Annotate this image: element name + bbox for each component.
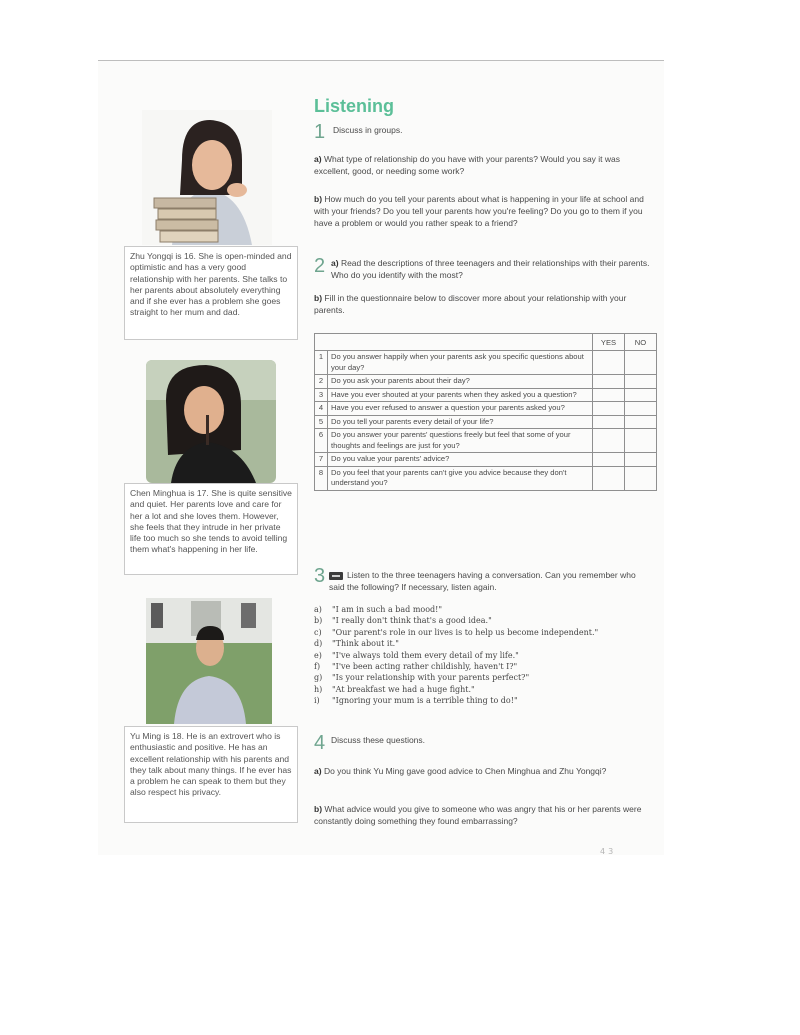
table-row [315, 466, 657, 490]
exercise-4-number: 4 [314, 732, 326, 754]
no-cell[interactable] [625, 466, 657, 490]
quote-letter: c) [314, 627, 322, 637]
yes-cell[interactable] [593, 388, 625, 402]
cd-audio-icon[interactable] [329, 572, 343, 580]
quote-letter: f) [314, 662, 321, 672]
quote-letter: i) [314, 696, 320, 706]
exercise-4b-text: What advice would you give to someone who was angry that his or her parents were constantly doing something they found embarrassing? [314, 804, 642, 826]
exercise-4a [314, 765, 654, 777]
quote-letter: h) [314, 684, 323, 694]
yes-cell[interactable] [593, 453, 625, 467]
quote-text: "Think about it." [332, 639, 399, 649]
row-question: Have you ever refused to answer a question your parents asked you? [328, 402, 593, 416]
quote-letter: e) [314, 650, 322, 660]
row-question: Do you tell your parents every detail of your life? [328, 415, 593, 429]
exercise-1a [314, 153, 654, 177]
questionnaire-header-blank [315, 334, 593, 351]
exercise-3-number: 3 [314, 565, 326, 587]
quote-text: "Is your relationship with your parents perfect?" [332, 673, 530, 683]
table-row [315, 402, 657, 416]
no-cell[interactable] [625, 415, 657, 429]
section-title: Listening [314, 96, 394, 116]
list-item [314, 684, 664, 695]
quote-text: "I've always told them every detail of my life." [332, 650, 519, 660]
list-item [314, 650, 664, 661]
row-number: 6 [315, 429, 328, 453]
quote-text: "I've been acting rather childishly, haven't I?" [332, 662, 518, 672]
exercise-1a-label: a) [314, 154, 322, 164]
row-number: 2 [315, 375, 328, 389]
table-row [315, 388, 657, 402]
no-cell[interactable] [625, 388, 657, 402]
exercise-2-number: 2 [314, 255, 326, 277]
quote-text: "Ignoring your mum is a terrible thing to do!" [332, 696, 518, 706]
no-cell[interactable] [625, 453, 657, 467]
yes-cell[interactable] [593, 466, 625, 490]
row-question: Do you answer your parents' questions freely but feel that some of your thoughts and feelings are just for you? [328, 429, 593, 453]
yes-column-header: YES [593, 334, 625, 351]
no-cell[interactable] [625, 375, 657, 389]
row-question: Do you ask your parents about their day? [328, 375, 593, 389]
row-question: Have you ever shouted at your parents when they asked you a question? [328, 388, 593, 402]
exercise-1b [314, 193, 654, 229]
row-question: Do you feel that your parents can't give you advice because they don't understand you? [328, 466, 593, 490]
quote-letter: g) [314, 673, 323, 683]
exercise-1-number: 1 [314, 121, 326, 143]
no-cell[interactable] [625, 429, 657, 453]
table-row [315, 415, 657, 429]
list-item [314, 672, 664, 683]
no-cell[interactable] [625, 351, 657, 375]
quote-text: "I really don't think that's a good idea." [332, 616, 492, 626]
exercise-3-instruction-block [329, 569, 649, 593]
list-item [314, 604, 664, 615]
row-number: 7 [315, 453, 328, 467]
row-question: Do you answer happily when your parents ask you specific questions about your day? [328, 351, 593, 375]
yes-cell[interactable] [593, 415, 625, 429]
row-number: 8 [315, 466, 328, 490]
yes-cell[interactable] [593, 402, 625, 416]
exercise-4a-text: Do you think Yu Ming gave good advice to Chen Minghua and Zhu Yongqi? [323, 766, 607, 776]
table-row [315, 351, 657, 375]
exercise-2a [331, 257, 656, 281]
exercise-2b [314, 292, 654, 316]
list-item [314, 661, 664, 672]
exercise-2b-text: Fill in the questionnaire below to discover more about your relationship with your parents. [314, 293, 627, 315]
exercise-4b-label: b) [314, 804, 323, 814]
photo-zhu-yongqi [142, 110, 272, 245]
row-number: 5 [315, 415, 328, 429]
exercise-1-instruction: Discuss in groups. [333, 125, 403, 135]
quote-text: "Our parent's role in our lives is to help us become independent." [332, 627, 599, 637]
list-item [314, 695, 664, 706]
exercise-2a-label: a) [331, 258, 339, 268]
row-number: 1 [315, 351, 328, 375]
exercise-1b-text: How much do you tell your parents about what is happening in your life at school and with your friends? Do you tell your parents how you're feeling? Do you go to them if you have a problem or would you rather speak to a friend? [314, 194, 644, 228]
yes-cell[interactable] [593, 351, 625, 375]
quote-text: "I am in such a bad mood!" [332, 605, 443, 614]
exercise-3-instruction: Listen to the three teenagers having a conversation. Can you remember who said the following? If necessary, listen again. [329, 570, 636, 592]
quotes-list [314, 604, 664, 707]
yes-cell[interactable] [593, 429, 625, 453]
table-row [315, 375, 657, 389]
list-item [314, 615, 664, 626]
top-rule [98, 60, 664, 61]
photo-chen-minghua [146, 360, 276, 483]
list-item [314, 638, 664, 649]
yes-cell[interactable] [593, 375, 625, 389]
exercise-1a-text: What type of relationship do you have with your parents? Would you say it was excellent, good, or needing some work? [314, 154, 621, 176]
caption-yu-ming: Yu Ming is 18. He is an extrovert who is enthusiastic and positive. He has an excellent relationship with his parents and they talk about many things. If he ever has a problem he can speak to them but they also respect his privacy. [124, 726, 298, 823]
exercise-2a-text: Read the descriptions of three teenagers and their relationships with their parents. Who do you identify with the most? [331, 258, 650, 280]
exercise-4b [314, 803, 654, 827]
caption-zhu-yongqi: Zhu Yongqi is 16. She is open-minded and optimistic and has a very good relationship with her parents. She talks to her parents about absolutely everything and if she ever has a problem she goes straight to her mum and dad. [124, 246, 298, 340]
row-question: Do you value your parents' advice? [328, 453, 593, 467]
no-cell[interactable] [625, 402, 657, 416]
questionnaire-header-row [315, 334, 657, 351]
quote-text: "At breakfast we had a huge fight." [332, 684, 475, 694]
no-column-header: NO [625, 334, 657, 351]
exercise-4-instruction: Discuss these questions. [331, 735, 426, 745]
questionnaire-table [314, 333, 657, 491]
page-number: 43 [600, 847, 617, 856]
row-number: 3 [315, 388, 328, 402]
row-number: 4 [315, 402, 328, 416]
quote-letter: b) [314, 616, 323, 626]
list-item [314, 627, 664, 638]
exercise-2b-label: b) [314, 293, 323, 303]
caption-chen-minghua: Chen Minghua is 17. She is quite sensitive and quiet. Her parents love and care for her a lot and she loves them. However, she feels that they intrude in her private life too much so she tends to avoid telling them what's happening in her life. [124, 483, 298, 575]
exercise-1b-label: b) [314, 194, 323, 204]
exercise-4a-label: a) [314, 766, 322, 776]
photo-yu-ming [146, 598, 272, 724]
table-row [315, 453, 657, 467]
quote-letter: d) [314, 639, 323, 649]
table-row [315, 429, 657, 453]
quote-letter: a) [314, 605, 322, 614]
